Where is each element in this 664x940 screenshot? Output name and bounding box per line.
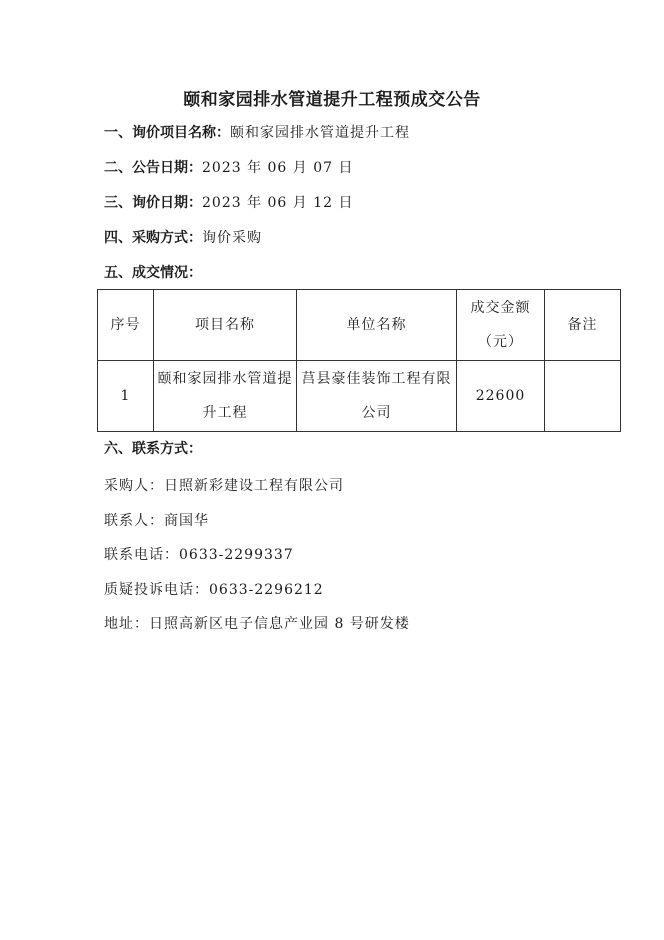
- header-amount-line1: 成交金额: [470, 300, 531, 316]
- section-result: [104, 264, 202, 282]
- header-remark: 备注: [545, 290, 621, 361]
- cell-project-line2: 升工程: [202, 405, 248, 421]
- table-header-row: [98, 290, 621, 361]
- contact-address: 地址：日照高新区电子信息产业园 8 号研发楼: [104, 616, 410, 632]
- header-amount-line2: （元）: [478, 334, 523, 350]
- contact-phone: 联系电话：0633-2299337: [104, 547, 294, 563]
- cell-project-line1: 颐和家园排水管道提: [157, 371, 293, 387]
- header-amount: [457, 290, 545, 361]
- cell-unit-line2: 公司: [361, 405, 392, 421]
- section-contact: [104, 440, 202, 458]
- section-label: 一、询价项目名称：: [104, 125, 230, 141]
- cell-amount: 22600: [457, 361, 545, 432]
- header-unit: 单位名称: [297, 290, 457, 361]
- result-table: [97, 289, 621, 432]
- cell-unit: [297, 361, 457, 432]
- contact-person: 联系人：商国华: [104, 513, 209, 529]
- section-label: 四、采购方式：: [104, 230, 202, 246]
- contact-purchaser: 采购人：日照新彩建设工程有限公司: [104, 478, 344, 494]
- section-value: 询价采购: [202, 230, 262, 246]
- section-inquiry-date: [104, 194, 354, 212]
- cell-project: [154, 361, 297, 432]
- section-label: 六、联系方式：: [104, 441, 202, 457]
- contact-complaint-phone: 质疑投诉电话：0633-2296212: [104, 582, 324, 598]
- section-value: 颐和家园排水管道提升工程: [230, 125, 410, 141]
- page-title: 颐和家园排水管道提升工程预成交公告: [183, 90, 481, 110]
- cell-remark: [545, 361, 621, 432]
- header-seq: 序号: [98, 290, 154, 361]
- section-project-name: [104, 124, 410, 142]
- section-label: 五、成交情况：: [104, 265, 202, 281]
- section-value: 2023 年 06 月 12 日: [202, 195, 354, 211]
- section-value: 2023 年 06 月 07 日: [202, 160, 354, 176]
- section-method: [104, 229, 262, 247]
- section-label: 三、询价日期：: [104, 195, 202, 211]
- cell-seq: 1: [98, 361, 154, 432]
- header-project: 项目名称: [154, 290, 297, 361]
- section-label: 二、公告日期：: [104, 160, 202, 176]
- cell-unit-line1: 莒县豪佳装饰工程有限: [301, 371, 452, 387]
- section-announce-date: [104, 159, 354, 177]
- table-row: [98, 361, 621, 432]
